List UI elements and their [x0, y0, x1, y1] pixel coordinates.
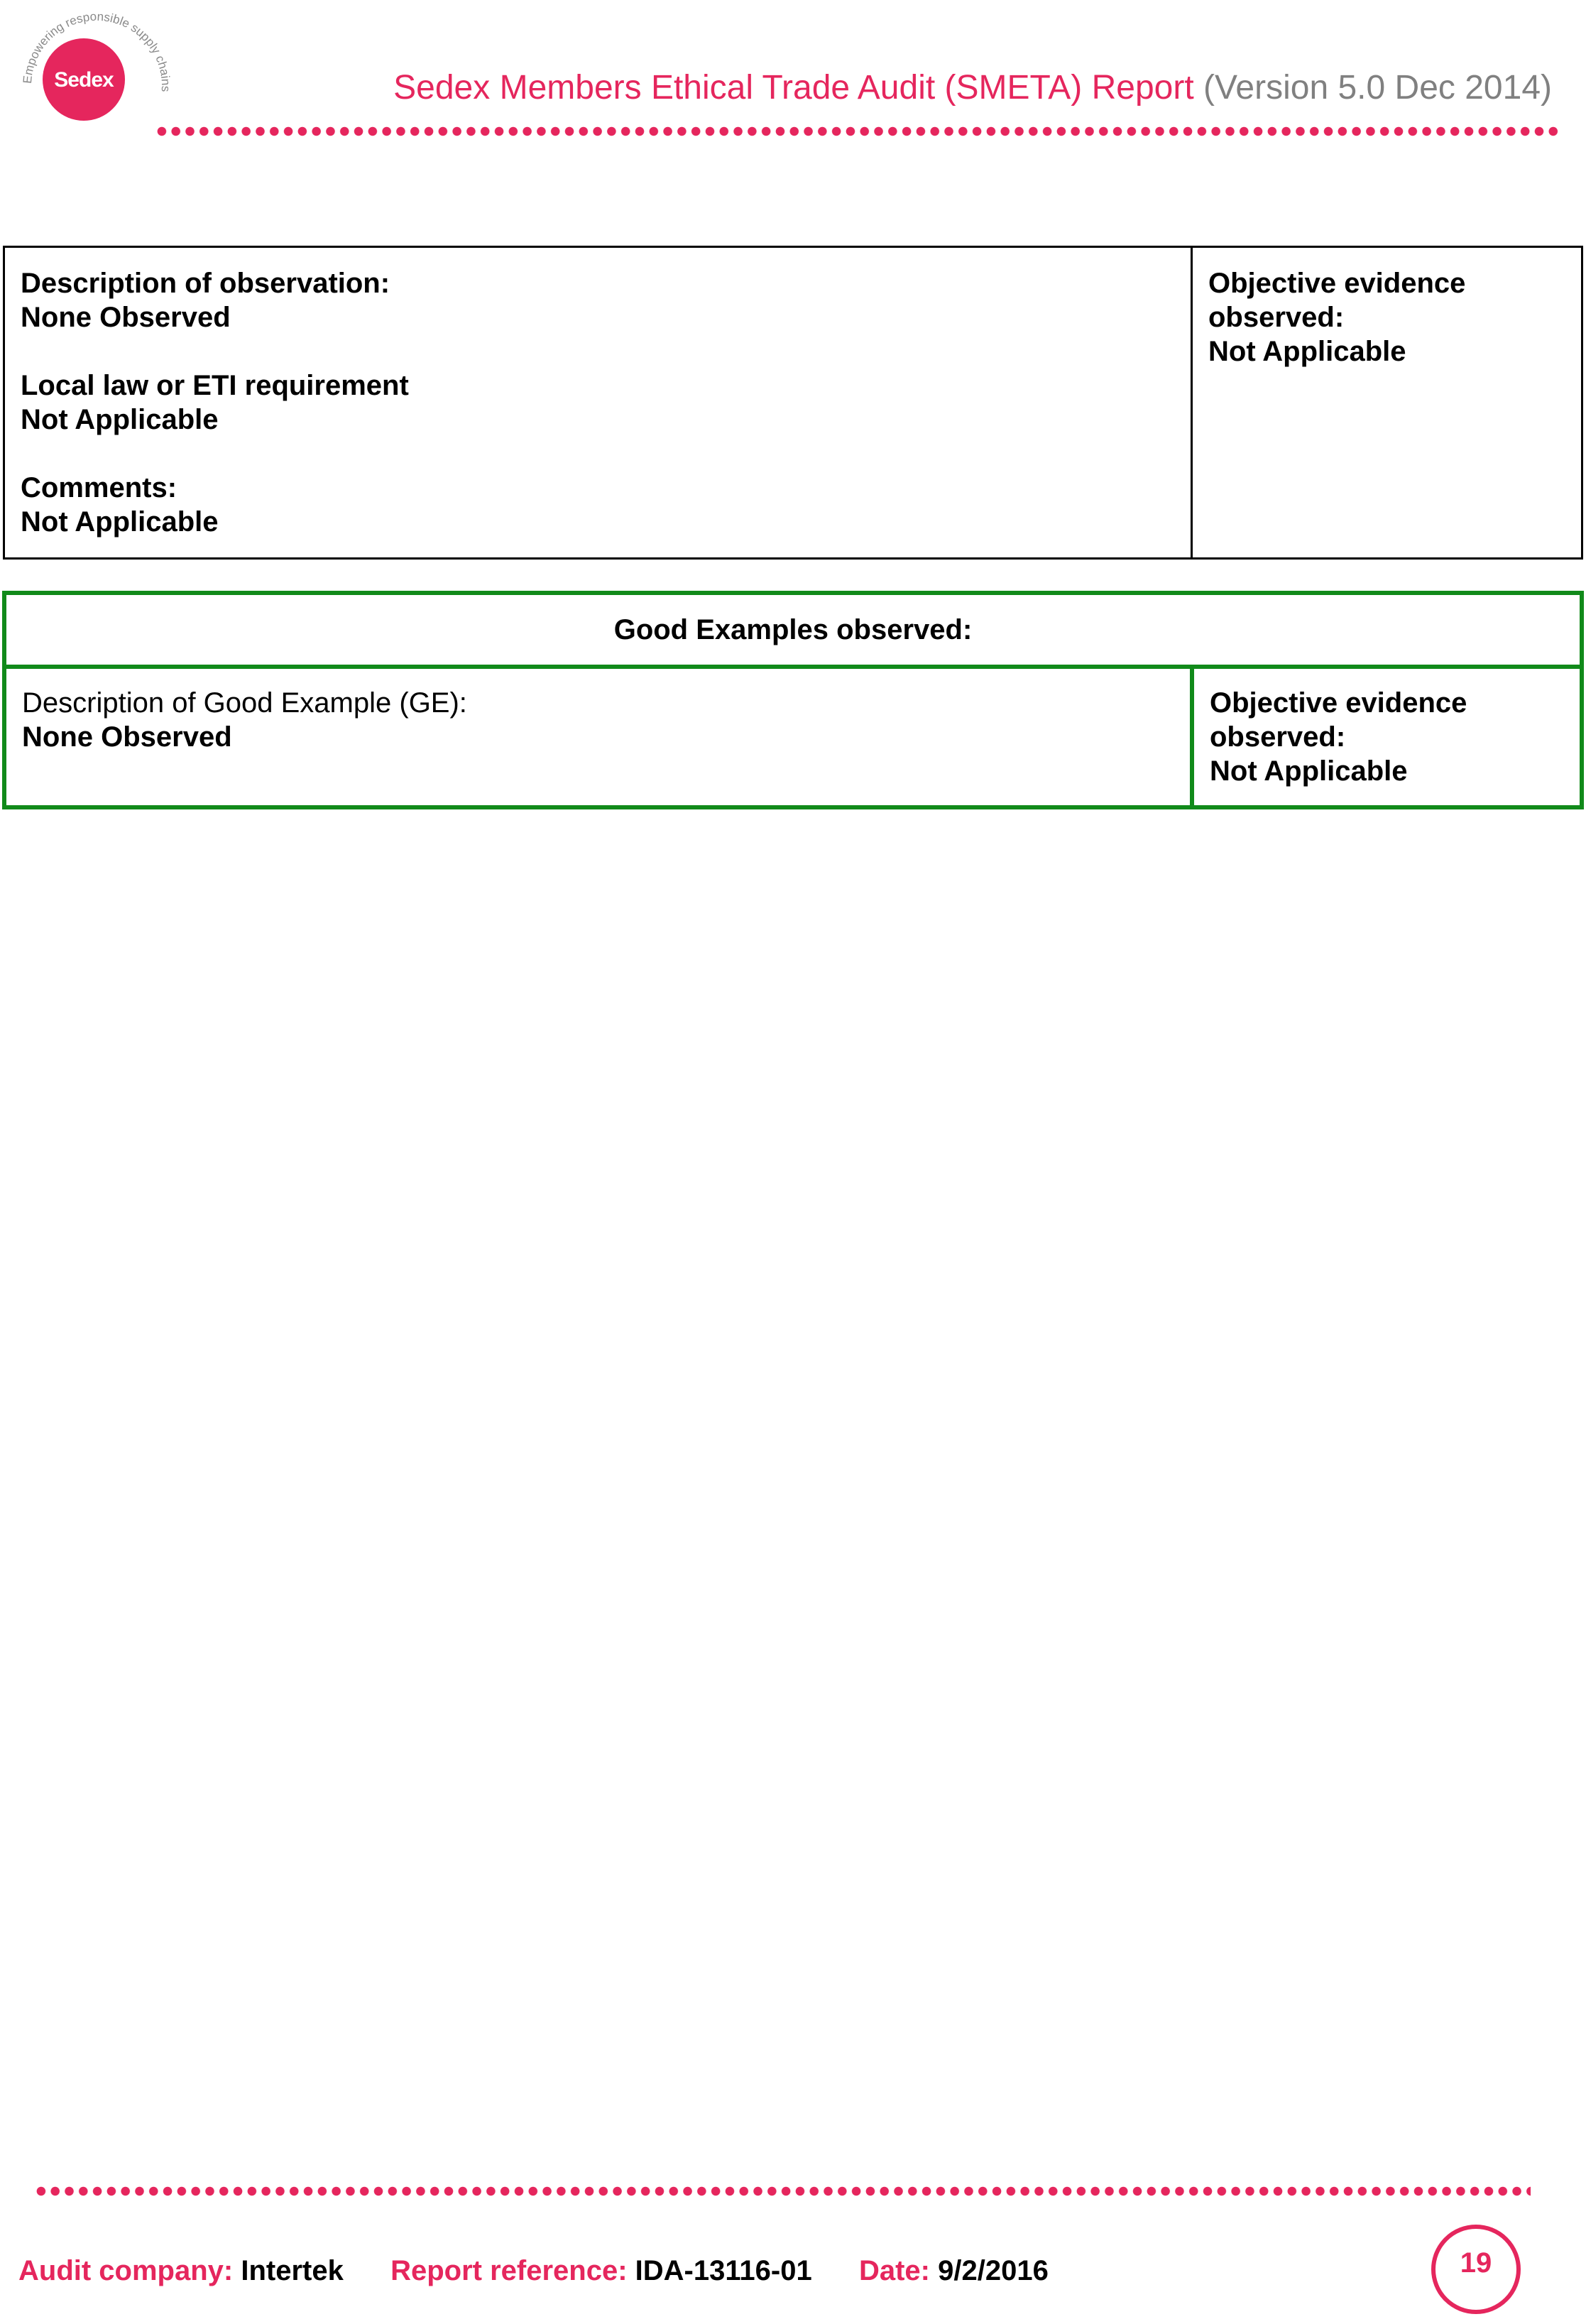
law-requirement-label: Local law or ETI requirement: [21, 370, 409, 401]
law-requirement-value: Not Applicable: [21, 404, 219, 435]
good-examples-heading: Good Examples observed:: [4, 593, 1582, 667]
observation-description-cell: [4, 247, 1192, 559]
good-example-value: None Observed: [22, 721, 232, 753]
page-number-text: 19: [1460, 2247, 1492, 2279]
evidence-value: Not Applicable: [1208, 336, 1406, 367]
ge-evidence-value: Not Applicable: [1210, 755, 1408, 787]
report-title-text: Sedex Members Ethical Trade Audit (SMETA) Report: [393, 69, 1194, 107]
report-version: (Version 5.0 Dec 2014): [1203, 69, 1552, 107]
report-reference-label: Report reference:: [390, 2255, 628, 2286]
observation-evidence-cell: [1192, 247, 1582, 559]
description-label: Description of observation:: [21, 268, 390, 299]
comments-value: Not Applicable: [21, 506, 219, 538]
comments-label: Comments:: [21, 472, 177, 503]
audit-company-label: Audit company:: [18, 2255, 234, 2286]
logo-wordmark: Sedex: [54, 68, 114, 92]
date-value: 9/2/2016: [938, 2255, 1049, 2286]
good-example-description-cell: [4, 667, 1192, 807]
footer: [18, 2255, 1049, 2287]
good-examples-table: [2, 591, 1584, 809]
date-label: Date:: [858, 2255, 930, 2286]
audit-company-value: Intertek: [241, 2255, 344, 2286]
header-dotted-divider: [155, 126, 1559, 137]
report-title: [393, 68, 1552, 107]
observation-table: [3, 246, 1583, 560]
good-example-label: Description of Good Example (GE):: [22, 687, 467, 719]
footer-dotted-divider: [34, 2186, 1531, 2197]
logo-tagline: Empowering responsible supply chains: [20, 9, 173, 92]
good-example-evidence-cell: [1192, 667, 1582, 807]
evidence-label: Objective evidence observed:: [1208, 268, 1466, 333]
description-value: None Observed: [21, 302, 231, 333]
ge-evidence-label: Objective evidence observed:: [1210, 687, 1467, 753]
sedex-logo: [10, 0, 173, 163]
report-reference-value: IDA-13116-01: [635, 2255, 812, 2286]
page-number: [1431, 2225, 1521, 2314]
